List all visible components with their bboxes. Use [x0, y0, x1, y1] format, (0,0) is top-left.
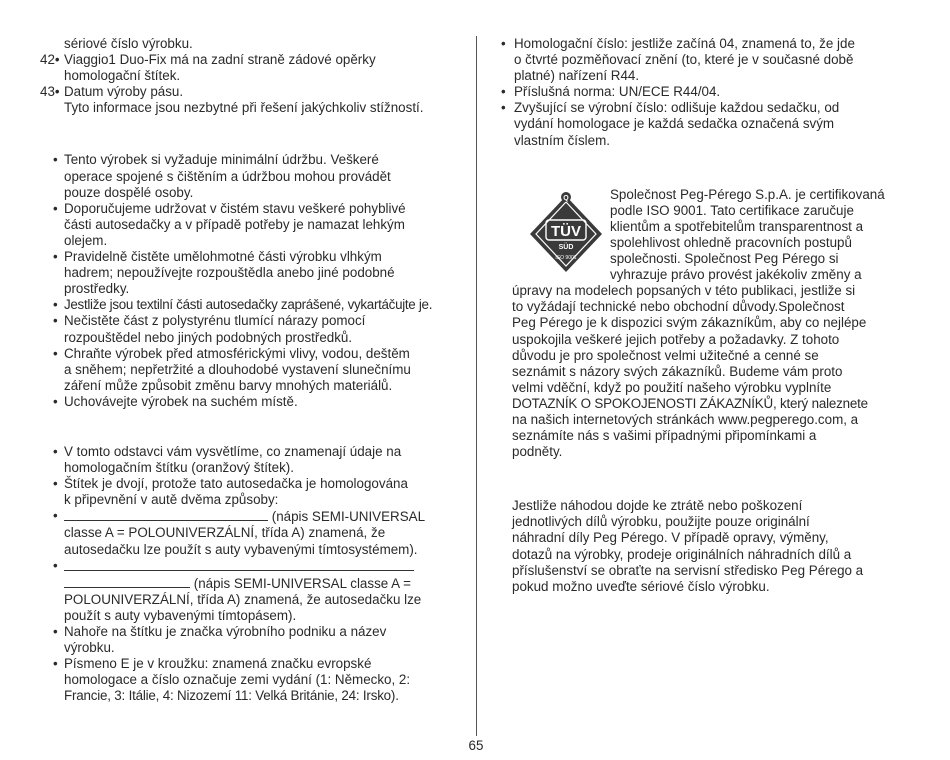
left-column — [40, 36, 464, 704]
list-item: • Pravidelně čistěte umělohmotné části výrobku vlhkým hadrem; nepoužívejte rozpouštědla anebo jiné podobné prostředky. — [40, 249, 464, 297]
svg-text:SÜD: SÜD — [558, 244, 574, 251]
list-item: • Štítek je dvojí, protože tato autosedačka je homologována k připevnění v autě dvěma způsoby: — [40, 476, 464, 508]
list-item: • Chraňte výrobek před atmosférickými vlivy, vodou, deštěm a sněhem; nepřetržité a dlouhodobé vystavení slunečnímu záření může způsobit změnu barvy mnohých materiálů. — [40, 346, 464, 394]
list-item: • Nečistěte část z polystyrénu tlumící nárazy pomocí rozpouštědel nebo jiných podobných prostředků. — [40, 313, 464, 345]
certification-paragraph: Společnost Peg-Pérego S.p.A. je certifikovaná podle ISO 9001. Tato certifikace zaručuje klientům a spotřebitelům transparentnost a spolehlivost ohledně pracovních postupů společnosti. Společnost Peg Pérego si vyhrazuje právo provést jakékoliv změny a úpravy na modelech popsaných v této publikaci, jestliže si to vyžádají technické nebo obchodní důvody.Společnost Peg Pérego je k dispozici svým zákazníkům, aby co nejlépe uspokojila veškeré jejich potřeby a požadavky. Z tohoto důvodu je pro společnost velmi užitečné a cenné se seznámit s názory svých zákazníků. Budeme vám proto velmi vděční, když po použití našeho výrobku vyplníte DOTAZNÍK O SPOKOJENOSTI ZÁKAZNÍKŮ, který naleznete na našich internetových stránkách www.pegperego.com, a seznámíte nás s vašimi případnými připomínkami a podněty. — [512, 186, 885, 460]
list-item: • Příslušná norma: UN/ECE R44/04. — [498, 84, 914, 100]
list-item: • (nápis SEMI-UNIVERSAL classe A = POLOUNIVERZÁLNÍ, třída A) znamená, že autosedačku lze použít s auty vybavenými tímtosystémem). — [40, 508, 464, 557]
blank-line — [64, 575, 190, 588]
spare-parts-paragraph: Jestliže náhodou dojde ke ztrátě nebo poškození jednotlivých dílů výrobku, použijte pouze originální náhradní díly Peg Pérego. V případě opravy, výměny, dotazů na výrobky, prodeje originálních náhradních dílů a příslušenství se obraťte na servisní středisko Peg Pérego a pokud možno uveďte sériové číslo výrobku. — [512, 498, 864, 594]
intro-list — [40, 36, 464, 116]
right-column — [498, 36, 914, 595]
item-number: 43• — [40, 84, 60, 100]
tuv-sud-logo — [526, 192, 606, 276]
svg-text:TÜV: TÜV — [551, 223, 581, 240]
list-item: • Zvyšující se výrobní číslo: odlišuje každou sedačku, od vydání homologace je každá sedačka označená svým vlastním číslem. — [498, 100, 914, 148]
list-item: • Homologační číslo: jestliže začíná 04, znamená to, že jde o čtvrté pozměňovací znění (to, které je v současné době platné) nařízení R44. — [498, 36, 914, 84]
list-item: • (nápis SEMI-UNIVERSAL classe A = POLOUNIVERZÁLNÍ, třída A) znamená, že autosedačku lze použít s auty vybavenými tímtopásem). — [40, 558, 464, 624]
list-item: • Nahoře na štítku je značka výrobního podniku a název výrobku. — [40, 624, 464, 656]
column-divider — [476, 36, 477, 736]
blank-line — [64, 508, 268, 521]
intro-line: homologační štítek. — [64, 68, 181, 84]
intro-line: sériové číslo výrobku. — [64, 36, 193, 51]
list-item: • Tento výrobek si vyžaduje minimální údržbu. Veškeré operace spojené s čištěním a údržbou mohou provádět pouze dospělé osoby. — [40, 152, 464, 200]
label-explanation-list — [40, 444, 464, 705]
list-item: • Uchovávejte výrobek na suchém místě. — [40, 394, 464, 410]
intro-line: Viaggio1 Duo-Fix má na zadní straně zádové opěrky — [64, 52, 376, 68]
item-number: 42• — [40, 52, 60, 68]
intro-line: Datum výroby pásu. — [64, 84, 184, 100]
list-item: • Jestliže jsou textilní části autosedačky zaprášené, vykartáčujte je. — [40, 297, 464, 313]
svg-text:Q: Q — [563, 195, 569, 202]
homologation-list — [498, 36, 914, 149]
page-number: 65 — [468, 738, 484, 753]
intro-line: Tyto informace jsou nezbytné při řešení jakýchkoliv stížností. — [64, 100, 424, 116]
svg-text:ISO 9001: ISO 9001 — [555, 255, 577, 261]
list-item: • Písmeno E je v kroužku: znamená značku evropské homologace a číslo označuje zemi vydání (1: Německo, 2: Francie, 3: Itálie, 4: Nizozemí 11: Velká Británie, 24: Irsko). — [40, 656, 464, 704]
list-item: • V tomto odstavci vám vysvětlíme, co znamenají údaje na homologačním štítku (oranžový štítek). — [40, 444, 464, 476]
maintenance-list — [40, 152, 464, 410]
list-item: • Doporučujeme udržovat v čistém stavu veškeré pohyblivé části autosedačky a v případě potřeby je namazat lehkým olejem. — [40, 201, 464, 249]
blank-line — [64, 558, 414, 571]
